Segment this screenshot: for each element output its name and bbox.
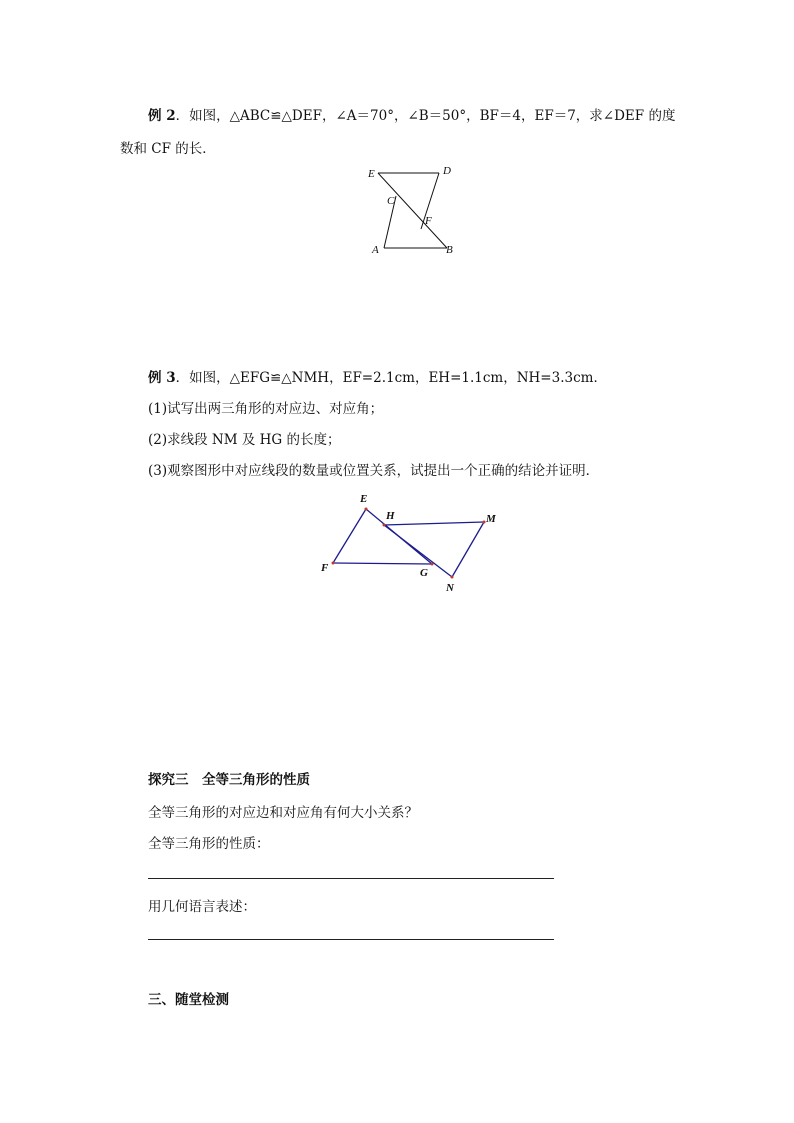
label-B: B: [446, 244, 453, 256]
point-G: [431, 563, 434, 566]
label-E3: E: [360, 493, 368, 505]
example2-line2: 数和 CF 的长．: [120, 141, 216, 157]
segment-HM: [384, 522, 484, 525]
example3-question-2: (2)求线段 NM 及 HG 的长度；: [148, 432, 341, 448]
example3-question-1: (1)试写出两三角形的对应边、对应角；: [148, 401, 384, 417]
label-G3: G: [420, 567, 428, 579]
example2-label: 例 2: [148, 108, 176, 124]
segment-AC: [384, 196, 396, 248]
segment-HN: [384, 525, 452, 577]
explore3-property-label: 全等三角形的性质：: [148, 836, 270, 852]
label-E: E: [368, 168, 375, 180]
answer-line-2[interactable]: [148, 939, 554, 940]
point-N: [451, 576, 454, 579]
point-H: [383, 524, 386, 527]
label-F: F: [425, 215, 432, 227]
example3-question-3: (3)观察图形中对应线段的数量或位置关系，试提出一个正确的结论并证明．: [148, 463, 600, 479]
label-M3: M: [486, 513, 496, 525]
explore3-geometry-label: 用几何语言表述：: [148, 899, 256, 915]
label-N3: N: [446, 582, 454, 594]
label-A: A: [372, 244, 379, 256]
point-F: [332, 562, 335, 565]
segment-EB: [378, 173, 447, 248]
segment-EG: [366, 509, 432, 564]
example2-line1: [148, 104, 675, 124]
example2-text: ．如图，△ABC≌△DEF，∠A＝70°，∠B＝50°，BF＝4，EF＝7，求∠DEF 的度: [175, 108, 676, 124]
segment-MN: [452, 522, 484, 577]
segment-FG: [333, 563, 432, 564]
section3-title: 三、随堂检测: [148, 992, 229, 1008]
point-E: [365, 508, 368, 511]
example3-text: ．如图，△EFG≌△NMH，EF=2.1cm，EH=1.1cm，NH=3.3cm．: [175, 370, 607, 386]
point-M: [483, 521, 486, 524]
segment-EF: [333, 509, 366, 563]
explore3-question: 全等三角形的对应边和对应角有何大小关系？: [148, 805, 418, 821]
label-D: D: [443, 165, 451, 177]
label-F3: F: [321, 562, 329, 574]
label-C: C: [387, 195, 395, 207]
explore3-title: 探究三 全等三角形的性质: [148, 772, 310, 788]
label-H3: H: [386, 510, 395, 522]
answer-line-1[interactable]: [148, 878, 554, 879]
segment-DF: [421, 173, 439, 229]
example3-line1: [148, 366, 607, 386]
example3-label: 例 3: [148, 370, 176, 386]
